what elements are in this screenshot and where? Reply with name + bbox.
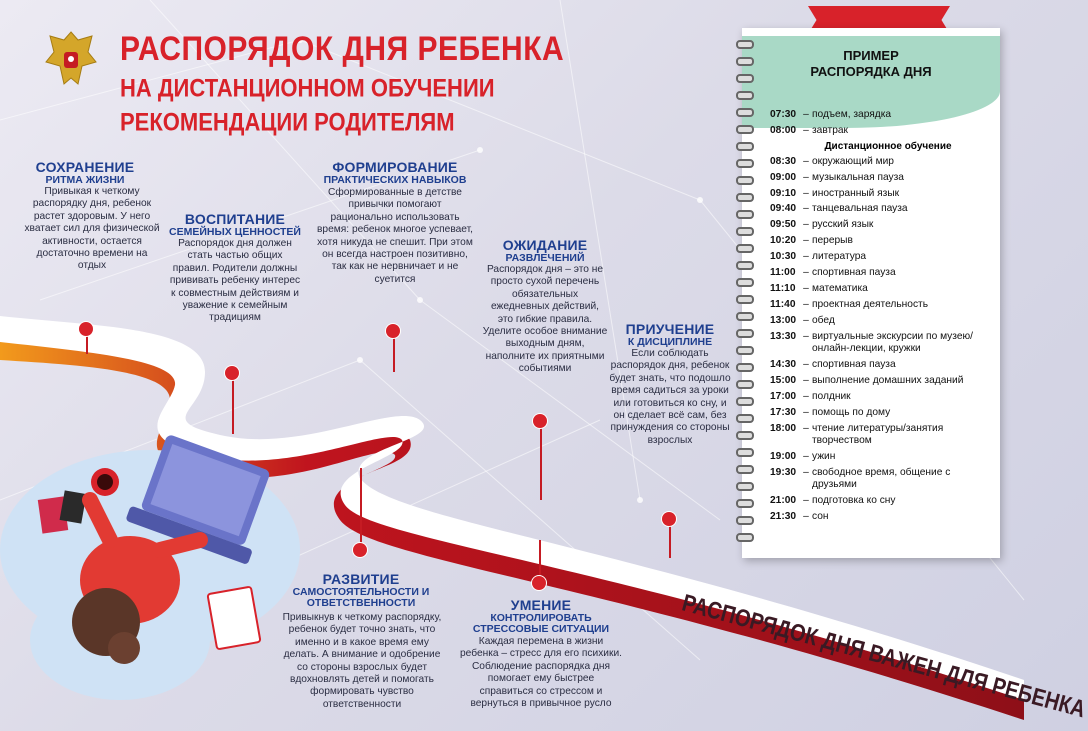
schedule-time: 19:30 bbox=[770, 466, 797, 478]
schedule-dash: – bbox=[803, 374, 809, 386]
schedule-time: 09:00 bbox=[770, 171, 797, 183]
schedule-dash: – bbox=[803, 495, 809, 507]
schedule-time: 09:50 bbox=[770, 219, 797, 231]
spiral-ring bbox=[736, 329, 754, 338]
section-responsibility-title: РАЗВИТИЕ bbox=[322, 571, 400, 587]
schedule-time: 21:30 bbox=[770, 511, 797, 523]
section-skills-text: Сформированные в детстве привычки помогают рационально использовать время: ребенок многое успевает, хотя никуда не спешит. При этом он всегда настроен позитивно, так как не нервничает и не суетится bbox=[317, 187, 473, 285]
pin-skills bbox=[386, 324, 400, 338]
schedule-row bbox=[770, 299, 996, 312]
schedule-activity: подъем, зарядка bbox=[812, 109, 892, 120]
schedule-dash: – bbox=[803, 235, 809, 247]
section-discipline-title: ПРИУЧЕНИЕ bbox=[625, 321, 715, 337]
section-fun-heading bbox=[480, 238, 610, 264]
schedule-activity: чтение литературы/занятия творчеством bbox=[812, 422, 944, 447]
section-responsibility-subtitle: САМОСТОЯТЕЛЬНОСТИ И ОТВЕТСТВЕННОСТИ bbox=[292, 585, 430, 609]
spiral-ring bbox=[736, 74, 754, 83]
schedule-activity: ужин bbox=[812, 450, 836, 462]
schedule-time: 13:30 bbox=[770, 330, 797, 342]
child-at-laptop-illustration bbox=[0, 430, 300, 690]
schedule-dash: – bbox=[803, 187, 809, 199]
section-discipline-subtitle: К ДИСЦИПЛИНЕ bbox=[627, 335, 713, 348]
pin-fun-line bbox=[540, 420, 542, 500]
schedule-row bbox=[770, 267, 996, 280]
schedule-row bbox=[770, 451, 996, 464]
schedule-row bbox=[770, 235, 996, 248]
schedule-activity: иностранный язык bbox=[812, 187, 900, 199]
spiral-ring bbox=[736, 533, 754, 542]
section-stress-heading bbox=[466, 598, 616, 635]
spiral-ring bbox=[736, 278, 754, 287]
spiral-ring bbox=[736, 482, 754, 491]
schedule-row bbox=[770, 375, 996, 388]
schedule-time: 10:20 bbox=[770, 235, 797, 247]
schedule-activity: перерыв bbox=[812, 235, 853, 247]
schedule-activity: окружающий мир bbox=[812, 155, 894, 167]
schedule-time: 11:40 bbox=[770, 298, 796, 310]
schedule-time: 11:00 bbox=[770, 267, 796, 279]
schedule-activity: виртуальные экскурсии по музею/онлайн-лекции, кружки bbox=[812, 330, 973, 355]
section-fun-subtitle: РАЗВЛЕЧЕНИЙ bbox=[505, 251, 585, 264]
pin-responsibility-line bbox=[360, 468, 362, 548]
spiral-ring bbox=[736, 40, 754, 49]
spiral-ring bbox=[736, 159, 754, 168]
spiral-ring bbox=[736, 499, 754, 508]
spiral-ring bbox=[736, 397, 754, 406]
section-values-subtitle: СЕМЕЙНЫХ ЦЕННОСТЕЙ bbox=[169, 225, 301, 238]
spiral-ring bbox=[736, 193, 754, 202]
schedule-row bbox=[770, 423, 996, 448]
title-line-2: НА ДИСТАНЦИОННОМ ОБУЧЕНИИ bbox=[120, 74, 495, 102]
schedule-row bbox=[770, 109, 996, 122]
schedule-title-line-1: ПРИМЕР bbox=[843, 48, 899, 63]
spiral-ring bbox=[736, 465, 754, 474]
section-rhythm-heading bbox=[20, 160, 150, 186]
spiral-ring bbox=[736, 125, 754, 134]
schedule-time: 19:00 bbox=[770, 450, 797, 462]
spiral-ring bbox=[736, 210, 754, 219]
spiral-ring bbox=[736, 414, 754, 423]
pin-rhythm bbox=[79, 322, 93, 336]
schedule-dash: – bbox=[803, 330, 809, 342]
schedule-time: 21:00 bbox=[770, 495, 797, 507]
schedule-row bbox=[770, 511, 996, 524]
schedule-activity: полдник bbox=[812, 390, 851, 402]
schedule-row bbox=[770, 156, 996, 169]
section-skills-title: ФОРМИРОВАНИЕ bbox=[332, 159, 458, 175]
schedule-row bbox=[770, 219, 996, 232]
schedule-time: 18:00 bbox=[770, 422, 797, 434]
schedule-dash: – bbox=[803, 219, 809, 231]
schedule-activity: свободное время, общение с друзьями bbox=[812, 466, 951, 491]
schedule-dash: – bbox=[803, 251, 809, 263]
schedule-row bbox=[770, 407, 996, 420]
title-line-3: РЕКОМЕНДАЦИИ РОДИТЕЛЯМ bbox=[120, 108, 455, 136]
section-values-heading bbox=[160, 212, 310, 238]
section-skills-heading bbox=[310, 160, 480, 186]
pin-responsibility bbox=[353, 543, 367, 557]
section-fun-title: ОЖИДАНИЕ bbox=[502, 237, 588, 253]
spiral-ring bbox=[736, 312, 754, 321]
schedule-dash: – bbox=[803, 390, 809, 402]
schedule-title bbox=[742, 48, 1000, 80]
schedule-activity: выполнение домашних заданий bbox=[812, 374, 964, 386]
schedule-row bbox=[770, 331, 996, 356]
spiral-ring bbox=[736, 227, 754, 236]
schedule-dash: – bbox=[803, 511, 809, 523]
schedule-row bbox=[770, 315, 996, 328]
schedule-dash: – bbox=[803, 109, 809, 120]
schedule-activity: помощь по дому bbox=[812, 406, 891, 418]
schedule-dash: – bbox=[803, 358, 809, 370]
schedule-row bbox=[770, 203, 996, 216]
schedule-activity: математика bbox=[812, 282, 868, 294]
schedule-activity: обед bbox=[812, 314, 835, 326]
road-caption: РАСПОРЯДОК ДНЯ ВАЖЕН ДЛЯ РЕБЕНКА bbox=[679, 590, 1088, 724]
schedule-dash: – bbox=[803, 314, 809, 326]
section-discipline-heading bbox=[606, 322, 734, 348]
schedule-activity: спортивная пауза bbox=[812, 267, 896, 279]
section-stress-title: УМЕНИЕ bbox=[510, 597, 572, 613]
schedule-row bbox=[770, 283, 996, 296]
schedule-activity: проектная деятельность bbox=[812, 298, 929, 310]
section-values-title: ВОСПИТАНИЕ bbox=[184, 211, 286, 227]
schedule-activity: спортивная пауза bbox=[812, 358, 896, 370]
emblem-logo bbox=[42, 28, 100, 90]
section-rhythm-subtitle: РИТМА ЖИЗНИ bbox=[45, 173, 125, 186]
section-stress-text: Каждая перемена в жизни ребенка – стресс для его психики. Соблюдение распорядка дня помогает ему быстрее справиться со стрессом и вернуться в привычное русло bbox=[460, 636, 622, 710]
schedule-dash: – bbox=[803, 124, 809, 136]
schedule-time: 17:30 bbox=[770, 406, 797, 418]
pin-fun bbox=[533, 414, 547, 428]
schedule-activity: русский язык bbox=[812, 219, 874, 231]
spiral-ring bbox=[736, 244, 754, 253]
schedule-time: 15:00 bbox=[770, 374, 797, 386]
pin-values-line bbox=[232, 372, 234, 434]
spiral-ring bbox=[736, 295, 754, 304]
schedule-activity: завтрак bbox=[812, 124, 848, 136]
schedule-row bbox=[770, 172, 996, 185]
spiral-ring bbox=[736, 380, 754, 389]
pin-skills-line bbox=[393, 332, 395, 372]
spiral-ring bbox=[736, 261, 754, 270]
spiral-ring bbox=[736, 91, 754, 100]
spiral-ring bbox=[736, 363, 754, 372]
title-line-1: РАСПОРЯДОК ДНЯ РЕБЕНКА bbox=[120, 30, 565, 68]
section-responsibility-heading bbox=[286, 572, 436, 609]
schedule-dash: – bbox=[803, 267, 809, 279]
schedule-row bbox=[770, 125, 996, 138]
schedule-row bbox=[770, 391, 996, 404]
pin-discipline bbox=[662, 512, 676, 526]
pin-values bbox=[225, 366, 239, 380]
schedule-dash: – bbox=[803, 450, 809, 462]
schedule-time: 09:40 bbox=[770, 203, 797, 215]
schedule-time: 13:00 bbox=[770, 314, 797, 326]
schedule-time: 11:10 bbox=[770, 282, 796, 294]
section-rhythm-text: Привыкая к четкому распорядку дня, ребенок растет здоровым. У него хватает сил для физической активности, остается достаточно времени на отдых bbox=[24, 186, 160, 272]
spiral-ring bbox=[736, 176, 754, 185]
section-responsibility-text: Привыкнув к четкому распорядку, ребенок будет точно знать, что именно и в какое время ему делать. А внимание и одобрение со стороны взрослых будет вдохновлять детей и помогать формировать чувство ответственности bbox=[282, 612, 442, 710]
schedule-row bbox=[770, 359, 996, 372]
schedule-time: 14:30 bbox=[770, 358, 797, 370]
schedule-dash: – bbox=[803, 282, 809, 294]
schedule-list bbox=[770, 109, 996, 527]
schedule-row bbox=[770, 188, 996, 201]
schedule-dash: – bbox=[803, 203, 809, 215]
section-values-text: Распорядок дня должен стать частью общих правил. Родители должны прививать ребенку интерес к совместным действиям и уважение к семейным традициям bbox=[169, 238, 301, 324]
spiral-ring bbox=[736, 108, 754, 117]
schedule-dash: – bbox=[803, 155, 809, 167]
schedule-time: 09:10 bbox=[770, 187, 797, 199]
section-fun-text: Распорядок дня – это не просто сухой перечень обязательных ежедневных действий, это гибкие правила. Уделите особое внимание выходным дням, наполните их приятными событиями bbox=[482, 264, 608, 375]
schedule-dash: – bbox=[803, 298, 809, 310]
schedule-time: 07:30 bbox=[770, 109, 797, 120]
spiral-ring bbox=[736, 142, 754, 151]
schedule-activity: подготовка ко сну bbox=[812, 495, 896, 507]
spiral-ring bbox=[736, 431, 754, 440]
schedule-row bbox=[770, 467, 996, 492]
spiral-ring bbox=[736, 57, 754, 66]
section-skills-subtitle: ПРАКТИЧЕСКИХ НАВЫКОВ bbox=[323, 173, 467, 186]
schedule-time: 08:30 bbox=[770, 155, 797, 167]
schedule-row bbox=[770, 251, 996, 264]
section-discipline-text: Если соблюдать распорядок дня, ребенок будет знать, что подошло время садиться за уроки или готовиться ко сну, и он сделает всё сам, без принуждения со стороны взрослых bbox=[609, 348, 731, 446]
section-stress-subtitle: КОНТРОЛИРОВАТЬ СТРЕССОВЫЕ СИТУАЦИИ bbox=[472, 611, 610, 635]
schedule-subheading: Дистанционное обучение bbox=[824, 140, 952, 152]
spiral-ring bbox=[736, 346, 754, 355]
pin-stress bbox=[532, 576, 546, 590]
schedule-dash: – bbox=[803, 466, 809, 478]
spiral-ring bbox=[736, 448, 754, 457]
spiral-ring bbox=[736, 516, 754, 525]
schedule-dash: – bbox=[803, 422, 809, 434]
schedule-time: 10:30 bbox=[770, 251, 797, 263]
schedule-dash: – bbox=[803, 171, 809, 183]
schedule-activity: танцевальная пауза bbox=[812, 203, 908, 215]
schedule-activity: литература bbox=[812, 251, 867, 263]
schedule-activity: сон bbox=[812, 511, 829, 523]
section-rhythm-title: СОХРАНЕНИЕ bbox=[35, 159, 135, 175]
schedule-row bbox=[770, 495, 996, 508]
schedule-activity: музыкальная пауза bbox=[812, 171, 904, 183]
schedule-time: 08:00 bbox=[770, 124, 797, 136]
schedule-dash: – bbox=[803, 406, 809, 418]
schedule-time: 17:00 bbox=[770, 390, 797, 402]
schedule-title-line-2: РАСПОРЯДКА ДНЯ bbox=[810, 64, 932, 79]
